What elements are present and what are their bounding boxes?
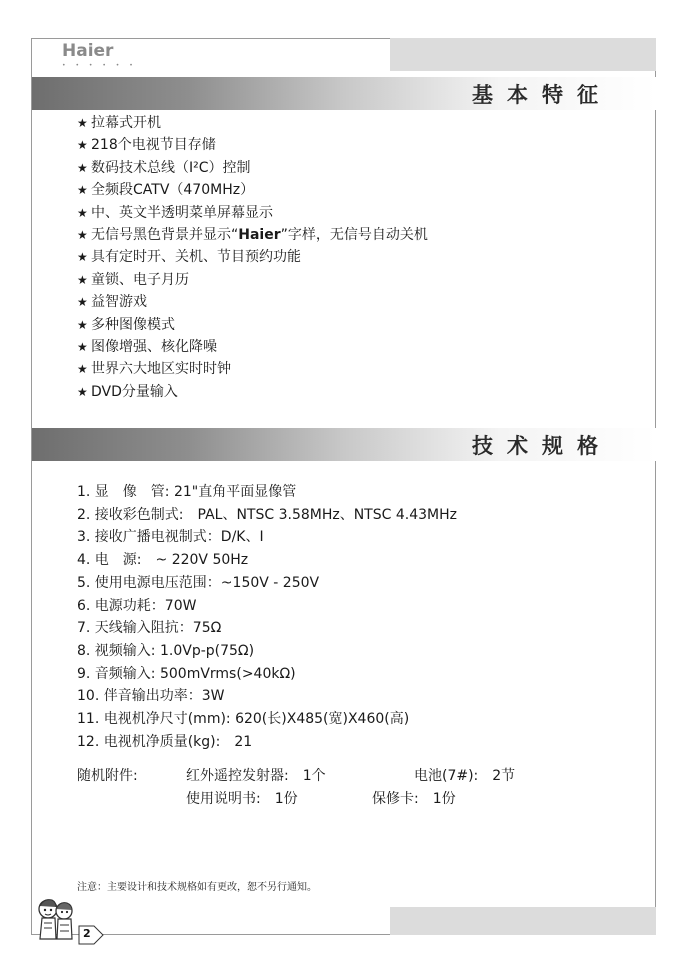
accessories-label: 随机附件: [77, 768, 138, 784]
feature-list [77, 112, 428, 403]
feature-item [77, 381, 428, 403]
spec-list [77, 481, 457, 753]
spec-item: 4. 电 源: ~ 220V 50Hz [77, 552, 249, 569]
feature-text: 全频段CATV（470MHz） [91, 182, 255, 199]
spec-item: 10. 伴音输出功率：3W [77, 688, 225, 705]
feature-item [77, 157, 428, 179]
haier-brand-text: Haier [238, 227, 281, 244]
spec-item: 8. 视频输入: 1.0Vp-p(75Ω) [77, 642, 255, 659]
star-icon: ★ [77, 362, 88, 377]
feature-text: 图像增强、核化降噪 [91, 339, 217, 356]
spec-item: 9. 音频输入: 500mVrms(>40kΩ) [77, 665, 296, 682]
star-icon: ★ [77, 317, 88, 332]
section-title-features: 基本特征 [472, 83, 612, 107]
feature-text: 多种图像模式 [91, 316, 175, 333]
footer-note: 注意：主要设计和技术规格如有更改，恕不另行通知。 [77, 882, 317, 893]
feature-text: DVD分量输入 [91, 383, 178, 400]
accessory-battery: 电池(7#): 2节 [414, 768, 516, 784]
footer-gray-block [390, 907, 656, 935]
feature-item [77, 269, 428, 291]
spec-item: 2. 接收彩色制式: PAL、NTSC 3.58MHz、NTSC 4.43MHz [77, 506, 457, 523]
feature-text: 世界六大地区实时时钟 [91, 361, 231, 378]
spec-item: 1. 显 像 管: 21"直角平面显像管 [77, 484, 297, 500]
star-icon: ★ [77, 340, 88, 355]
feature-text: 中、英文半透明菜单屏幕显示 [91, 204, 273, 221]
star-icon: ★ [77, 384, 88, 399]
page-number-tab-icon [78, 925, 104, 945]
star-icon: ★ [77, 116, 88, 130]
feature-text: 218个电视节目存储 [91, 137, 216, 154]
section-title-specs: 技术规格 [472, 434, 612, 458]
star-icon: ★ [77, 295, 88, 310]
spec-item: 6. 电源功耗：70W [77, 597, 197, 614]
accessory-manual: 使用说明书: 1份 [186, 791, 298, 807]
feature-item [77, 134, 428, 156]
feature-item [77, 246, 428, 268]
feature-text: 数码技术总线（I²C）控制 [91, 159, 251, 176]
feature-item [77, 112, 428, 134]
header-gray-block [390, 38, 656, 71]
feature-text: 拉幕式开机 [91, 115, 161, 131]
mascot-icon [34, 895, 80, 941]
accessory-remote: 红外遥控发射器: 1个 [186, 768, 326, 784]
star-icon: ★ [77, 183, 88, 198]
haier-logo: Haier [62, 41, 114, 61]
spec-item: 7. 天线输入阻抗：75Ω [77, 620, 222, 637]
feature-text: 童锁、电子月历 [91, 271, 189, 288]
spec-item: 11. 电视机净尺寸(mm): 620(长)X485(宽)X460(高) [77, 711, 410, 728]
feature-text: 益智游戏 [91, 294, 147, 311]
spec-item: 12. 电视机净质量(kg): 21 [77, 733, 253, 750]
page-number: 2 [83, 927, 91, 940]
star-icon: ★ [77, 250, 88, 265]
logo-dots: • • • • • • [62, 62, 137, 69]
feature-item [77, 202, 428, 224]
section-band-specs [32, 428, 656, 461]
star-icon: ★ [77, 205, 88, 220]
feature-item [77, 291, 428, 313]
feature-item [77, 358, 428, 380]
feature-text: 无信号黑色背景并显示“ [91, 227, 239, 244]
feature-text-suffix: ”字样，无信号自动关机 [280, 227, 428, 244]
feature-item [77, 224, 428, 246]
spec-item: 5. 使用电源电压范围：~150V - 250V [77, 574, 320, 591]
feature-text: 具有定时开、关机、节目预约功能 [91, 249, 301, 266]
accessory-warranty: 保修卡: 1份 [372, 791, 456, 807]
feature-item [77, 179, 428, 201]
feature-item [77, 336, 428, 358]
star-icon: ★ [77, 272, 88, 287]
spec-item: 3. 接收广播电视制式：D/K、I [77, 529, 264, 546]
feature-item [77, 314, 428, 336]
star-icon: ★ [77, 138, 88, 153]
section-band-features [32, 77, 656, 110]
star-icon: ★ [77, 228, 88, 243]
star-icon: ★ [77, 160, 88, 175]
